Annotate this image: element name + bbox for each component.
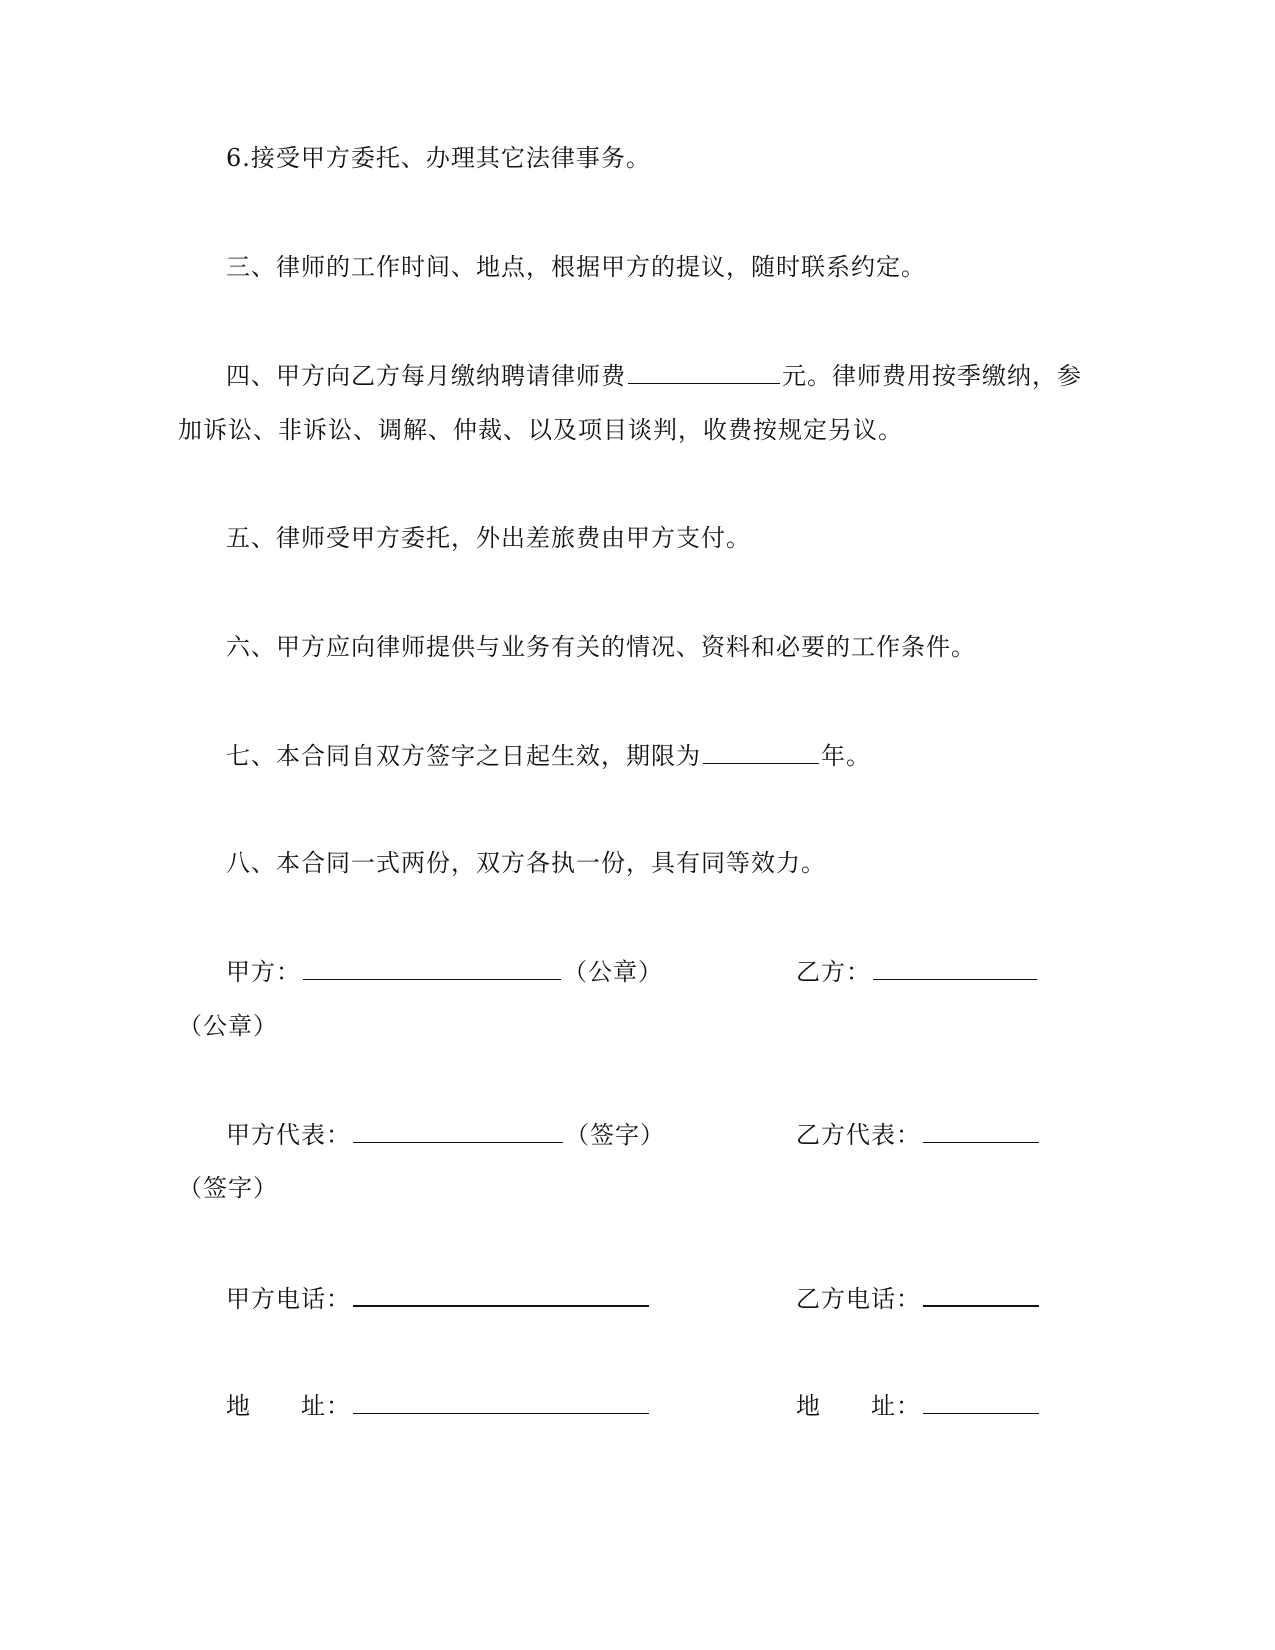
monthly-fee-blank xyxy=(628,359,780,384)
clause-7-line xyxy=(226,739,871,772)
party-a-phone-label: 甲方电话： xyxy=(226,1285,351,1313)
party-b-seal-line xyxy=(178,1010,278,1042)
clause-3-line xyxy=(226,251,926,283)
party-a-phone-line xyxy=(226,1281,651,1315)
party-b-rep-sign-line xyxy=(178,1172,278,1204)
clause-7-text-part1: 七、本合同自双方签字之日起生效，期限为 xyxy=(226,742,701,770)
clause-4-text-part1: 四、甲方向乙方每月缴纳聘请律师费 xyxy=(226,362,626,390)
clause-6-line xyxy=(226,631,976,663)
clause-4-line-2 xyxy=(178,414,903,446)
party-b-label: 乙方： xyxy=(796,958,871,986)
party-a-rep-sign: （签字） xyxy=(565,1121,665,1149)
item-6-line xyxy=(226,142,651,174)
party-b-phone-blank xyxy=(923,1281,1039,1307)
clause-4-line xyxy=(226,359,1082,392)
clause-4-text-part2: 元。律师费用按季缴纳，参 xyxy=(782,362,1082,390)
party-b-address-blank xyxy=(923,1389,1039,1414)
item-6-text: 6.接受甲方委托、办理其它法律事务。 xyxy=(226,144,651,172)
party-a-seal: （公章） xyxy=(563,958,663,986)
party-a-rep-label: 甲方代表： xyxy=(226,1121,351,1149)
party-a-phone-blank xyxy=(353,1281,649,1307)
party-b-line xyxy=(796,955,1039,988)
clause-8-line xyxy=(226,847,826,879)
party-a-rep-blank xyxy=(353,1118,563,1143)
term-years-blank xyxy=(703,739,819,764)
party-b-rep-sign: （签字） xyxy=(178,1174,278,1202)
party-b-address-label: 地 址： xyxy=(796,1392,921,1420)
clause-5-line xyxy=(226,522,751,554)
party-a-address-blank xyxy=(353,1389,649,1414)
clause-5-text: 五、律师受甲方委托，外出差旅费由甲方支付。 xyxy=(226,524,751,552)
party-b-seal: （公章） xyxy=(178,1012,278,1040)
party-a-label: 甲方： xyxy=(226,958,301,986)
party-b-rep-label: 乙方代表： xyxy=(796,1121,921,1149)
party-a-address-label: 地 址： xyxy=(226,1392,351,1420)
clause-8-text: 八、本合同一式两份，双方各执一份，具有同等效力。 xyxy=(226,849,826,877)
clause-4-text-line2: 加诉讼、非诉讼、调解、仲裁、以及项目谈判，收费按规定另议。 xyxy=(178,416,903,444)
party-b-rep-blank xyxy=(923,1118,1039,1143)
party-a-blank xyxy=(303,955,561,980)
party-b-rep-line xyxy=(796,1118,1041,1151)
party-b-blank xyxy=(873,955,1037,980)
party-a-address-line xyxy=(226,1389,651,1422)
party-a-rep-line xyxy=(226,1118,665,1151)
clause-3-text: 三、律师的工作时间、地点，根据甲方的提议，随时联系约定。 xyxy=(226,253,926,281)
clause-6-text: 六、甲方应向律师提供与业务有关的情况、资料和必要的工作条件。 xyxy=(226,633,976,661)
clause-7-text-part2: 年。 xyxy=(821,742,871,770)
party-a-line xyxy=(226,955,663,988)
party-b-phone-line xyxy=(796,1281,1041,1315)
party-b-address-line xyxy=(796,1389,1041,1422)
party-b-phone-label: 乙方电话： xyxy=(796,1285,921,1313)
